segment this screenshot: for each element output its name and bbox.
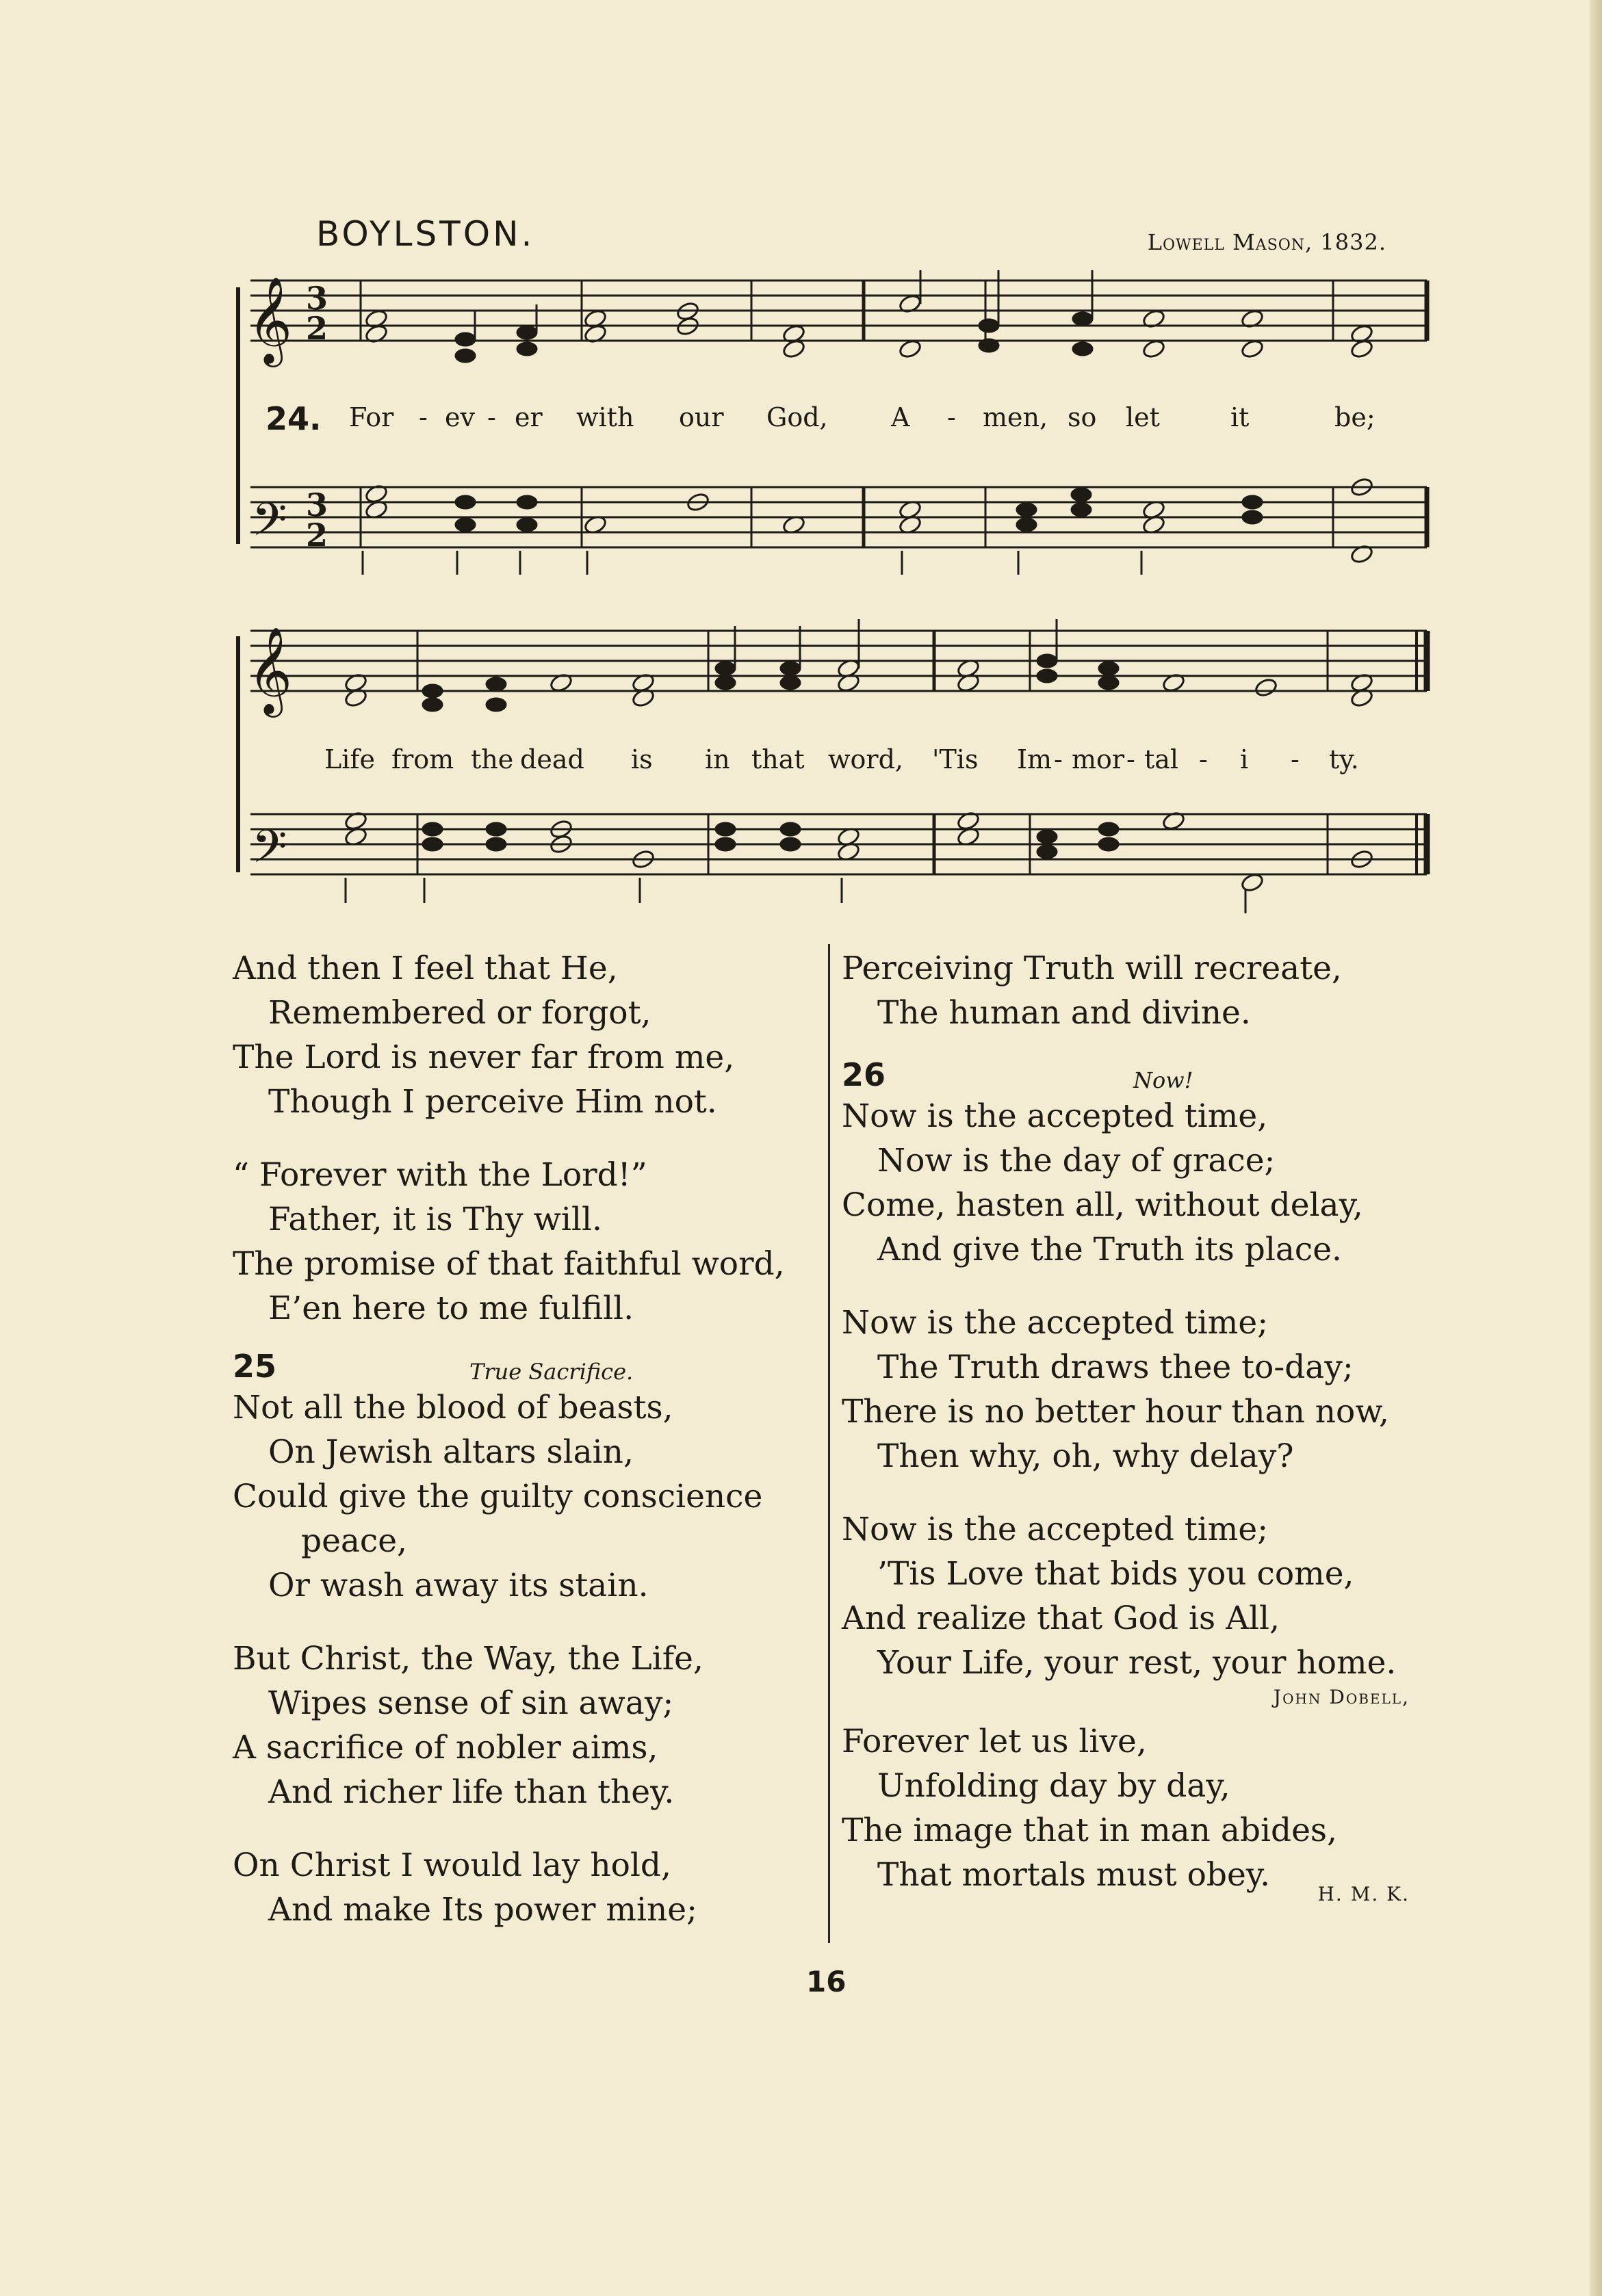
bass-clef-icon: 𝄢 [252, 820, 287, 884]
system1-notes [364, 270, 1374, 362]
left-column: And then I feel that He, Remembered or forgot, The Lord is never far from me, Though I perceive Him not. “ Forever with the Lord!” Father, it is Thy will. The promise of that faithful word, E’en here to me fulfill. 25 True Sacrifice. Not all the blood of beasts, On Jewish altars slain, Could give the guilty conscience peace, Or wash away its stain. But Christ, the Way, the Life, Wipes sense of sin away; A sacrifice of nobler aims, And richer life than they. On Christ I would lay hold, And make Its power mine; [233, 950, 785, 1929]
system1-treble-staff [250, 281, 1427, 341]
hymn-25-heading: 25 True Sacrifice. [233, 1348, 634, 1385]
svg-text:3: 3 [306, 486, 328, 523]
right-column: Perceiving Truth will recreate, The human and divine. 26 Now! Now is the accepted time, Now is the day of grace; Come, hasten all, without delay, And give the Truth its place. Now is the accepted time; The Truth draws thee to-day; There is no better hour than now, Then why, oh, why delay? Now is the accepted time; ’Tis Love that bids you come, And realize that God is All, Your Life, your rest, your home. John Dobell, Forever let us live, Unfolding day by day, The image that in man abides, That mortals must obey. H. M. K. [842, 950, 1410, 1905]
treble-clef-icon: 𝄞 [248, 626, 293, 714]
system1-bass-notes [363, 477, 1374, 575]
bass-clef-icon: 𝄢 [252, 493, 287, 557]
svg-text:2: 2 [306, 310, 328, 347]
svg-text:3: 3 [306, 280, 328, 317]
system2-bass-notes [344, 811, 1374, 913]
column-divider [828, 944, 830, 1943]
hymn-26-heading: 26 Now! [842, 1056, 1193, 1093]
attribution-hmk: H. M. K. [1317, 1883, 1410, 1905]
system2-notes [344, 619, 1374, 711]
page-number: 16 [806, 1965, 847, 1998]
hymn-number-24: 24. [266, 400, 322, 437]
svg-text:2: 2 [306, 517, 328, 553]
tune-name: BOYLSTON. [316, 214, 535, 254]
treble-clef-icon: 𝄞 [248, 276, 293, 363]
music-score [0, 0, 1602, 930]
attribution-john-dobell: John Dobell, [1273, 1686, 1410, 1708]
composer-credit: Lowell Mason, 1832. [1147, 229, 1386, 255]
